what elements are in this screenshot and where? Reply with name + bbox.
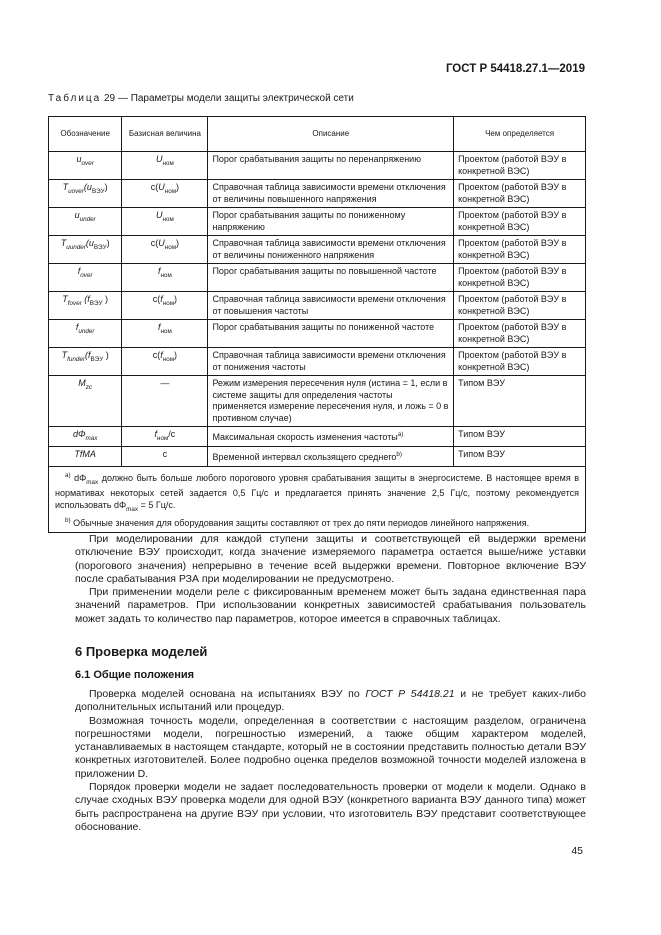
table-row <box>49 264 586 292</box>
cell-base <box>122 152 208 180</box>
table-row <box>49 292 586 320</box>
source-text: Проектом (работой ВЭУ в конкретной ВЭС) <box>458 266 567 288</box>
source-text: Проектом (работой ВЭУ в конкретной ВЭС) <box>458 322 567 344</box>
footnote-subscript: max <box>126 505 139 513</box>
symbol-subscript: over <box>81 159 94 167</box>
footnote-b <box>55 515 579 530</box>
symbol-argument: (u <box>85 238 94 248</box>
description-text: Справочная таблица зависимости времени отключения от величины повышенного напряжения <box>212 182 446 204</box>
symbol-argument: (f <box>81 294 90 304</box>
base-suffix: ) <box>176 238 180 248</box>
header-description: Описание <box>208 117 454 152</box>
description-text: Максимальная скорость изменения частоты <box>212 432 398 442</box>
symbol-argument-subscript: ВЭУ <box>90 355 104 363</box>
description-text: Порог срабатывания защиты по пониженному напряжению <box>212 210 406 232</box>
source-text: Типом ВЭУ <box>458 429 506 439</box>
source-text: Проектом (работой ВЭУ в конкретной ВЭС) <box>458 154 567 176</box>
header-source: Чем определяется <box>454 117 586 152</box>
cell-base <box>122 264 208 292</box>
cell-base <box>122 320 208 348</box>
cell-base <box>122 427 208 447</box>
base-suffix: /c <box>168 429 176 439</box>
table-row <box>49 427 586 447</box>
paragraph: При моделировании для каждой ступени защиты и соответствующей ей выдержки времени отключение ВЭУ происходит, когда значение измеряемого параметра остается выше/ниже уставки (порогового значения) непрерывно в течение всей выдержки времени. Повторное включение ВЭУ после срабатывания РЗА при моделировании не предусмотрено. <box>75 533 586 585</box>
base-text: U <box>155 154 163 164</box>
cell-source <box>454 264 586 292</box>
cell-base <box>122 236 208 264</box>
table-caption-label: Таблица <box>48 93 102 104</box>
table-row <box>49 376 586 427</box>
table-row <box>49 320 586 348</box>
cell-source <box>454 208 586 236</box>
base-prefix: c( <box>150 238 159 248</box>
base-text: — <box>160 378 170 388</box>
symbol-text: u <box>76 154 82 164</box>
base-prefix: c( <box>152 294 161 304</box>
table-row <box>49 236 586 264</box>
cell-source <box>454 376 586 427</box>
symbol-subscript: uover <box>68 187 84 195</box>
cell-description <box>208 447 454 467</box>
table-row <box>49 348 586 376</box>
body-text-block-2 <box>75 688 586 834</box>
base-text: U <box>158 238 165 248</box>
base-subscript: ном <box>160 327 172 335</box>
footnote-mark: a) <box>65 471 71 479</box>
symbol-argument-subscript: ВЭУ <box>91 187 105 195</box>
table-row <box>49 152 586 180</box>
table-caption-number: 29 — <box>104 93 128 104</box>
table-footnotes <box>49 466 586 533</box>
symbol-argument-subscript: ВЭУ <box>89 299 103 307</box>
base-text: f <box>160 294 163 304</box>
cell-symbol <box>49 236 122 264</box>
symbol-argument-end: ) <box>102 294 109 304</box>
footnote-text: = 5 Гц/с. <box>138 499 176 510</box>
cell-description <box>208 427 454 447</box>
cell-description <box>208 152 454 180</box>
cell-symbol <box>49 180 122 208</box>
cell-description <box>208 348 454 376</box>
source-text: Проектом (работой ВЭУ в конкретной ВЭС) <box>458 350 567 372</box>
paragraph: Порядок проверки модели не задает последовательность проверки от модели к модели. Однако в случае сходных ВЭУ проверка модели для одной ВЭУ (конкретного варианта ВЭУ данного типа) может быть распространена на другие ВЭУ при условии, что изготовитель ВЭУ представит соответствующее обоснование. <box>75 781 586 833</box>
standard-reference: ГОСТ Р 54418.21 <box>365 688 455 700</box>
footnote-a <box>55 470 579 515</box>
symbol-text: M <box>78 378 86 388</box>
table-footnotes-row <box>49 466 586 533</box>
symbol-argument-subscript: ВЭУ <box>93 243 107 251</box>
paragraph <box>75 688 586 715</box>
symbol-text: f <box>77 266 81 276</box>
cell-base <box>122 208 208 236</box>
section-heading: 6 Проверка моделей <box>75 644 208 659</box>
base-subscript: ном <box>162 215 174 223</box>
cell-symbol <box>49 152 122 180</box>
cell-symbol <box>49 427 122 447</box>
symbol-argument-end: ) <box>103 350 109 360</box>
cell-symbol <box>49 264 122 292</box>
cell-description <box>208 236 454 264</box>
table-row <box>49 180 586 208</box>
base-subscript: ном <box>156 434 169 442</box>
cell-description <box>208 320 454 348</box>
base-prefix: c( <box>150 182 159 192</box>
base-subscript: ном <box>162 355 175 363</box>
footnote-mark: b) <box>396 451 403 459</box>
description-text: Справочная таблица зависимости времени отключения от величины пониженного напряжения <box>212 238 446 260</box>
base-text: f <box>160 350 163 360</box>
base-subscript: ном <box>162 159 174 167</box>
base-subscript: ном <box>162 299 175 307</box>
cell-symbol <box>49 292 122 320</box>
symbol-subscript: fover <box>67 299 82 307</box>
page-number: 45 <box>571 845 583 857</box>
cell-symbol <box>49 208 122 236</box>
symbol-argument-end: ) <box>106 238 110 248</box>
cell-base <box>122 447 208 467</box>
footnote-mark: b) <box>65 516 71 524</box>
base-suffix: ) <box>174 350 178 360</box>
cell-description <box>208 180 454 208</box>
base-text: c <box>162 449 168 460</box>
base-subscript: ном <box>164 187 177 195</box>
document-header: ГОСТ Р 54418.27.1—2019 <box>445 63 585 75</box>
parameters-table <box>48 116 586 533</box>
symbol-subscript: zc <box>85 383 93 391</box>
table-caption <box>48 93 354 104</box>
paragraph: Возможная точность модели, определенная в соответствии с настоящим разделом, ограничена погрешностями модели, погрешностью измерений, а также общим характером моделей, устанавливаемых в настоящем стандарте, который не в состоянии представить полностью детали ВЭУ конкретных изготовителей. Более подробно оценка пределов возможной точности моделей изложена в приложении D. <box>75 714 586 780</box>
cell-source <box>454 236 586 264</box>
description-text: Режим измерения пересечения нуля (истина = 1, если в системе защиты для определения частоты применяется измерение пересечения нуля, и ложь = 0 в противном случае) <box>212 378 449 423</box>
source-text: Типом ВЭУ <box>458 449 506 460</box>
symbol-text: f <box>75 322 79 332</box>
cell-symbol <box>49 348 122 376</box>
symbol-argument: (f <box>84 350 91 360</box>
cell-description <box>208 264 454 292</box>
subsection-heading: 6.1 Общие положения <box>75 669 195 681</box>
base-text: U <box>158 182 165 192</box>
symbol-argument: (u <box>83 182 92 192</box>
symbol-text: T <box>61 350 68 360</box>
symbol-subscript: funder <box>67 355 85 363</box>
footnote-subscript: max <box>86 478 99 486</box>
cell-source <box>454 152 586 180</box>
description-text: Порог срабатывания защиты по повышенной частоте <box>212 266 437 276</box>
cell-source <box>454 292 586 320</box>
base-text: f <box>154 429 157 439</box>
cell-source <box>454 447 586 467</box>
symbol-subscript: over <box>80 271 93 279</box>
symbol-subscript: max <box>85 434 98 442</box>
symbol-text: T <box>60 238 67 248</box>
description-text: Порог срабатывания защиты по пониженной частоте <box>212 322 435 332</box>
symbol-text: T <box>62 182 69 192</box>
source-text: Проектом (работой ВЭУ в конкретной ВЭС) <box>458 210 567 232</box>
cell-source <box>454 180 586 208</box>
symbol-argument-end: ) <box>104 182 108 192</box>
cell-base <box>122 292 208 320</box>
cell-source <box>454 348 586 376</box>
base-text: U <box>155 210 163 220</box>
header-base: Базисная величина <box>122 117 208 152</box>
cell-symbol <box>49 320 122 348</box>
body-text-block-1 <box>75 533 586 626</box>
cell-description <box>208 208 454 236</box>
description-text: Справочная таблица зависимости времени отключения от повышения частоты <box>212 294 446 316</box>
text-span: и не требует каких-либо дополнительных испытаний или процедур. <box>75 688 586 714</box>
symbol-subscript: uunder <box>66 243 86 251</box>
cell-symbol <box>49 447 122 467</box>
base-suffix: ) <box>174 294 178 304</box>
footnote-text: должно быть больше любого порогового уровня срабатывания защиты в энергосистеме. В настоящее время в нормативах некоторых сетей задается 0,5 Гц/с и предлагается принять значение 2,5 Гц/с, поэтому рекомендуется использовать dΦ <box>55 472 580 510</box>
symbol-subscript: under <box>79 215 96 223</box>
description-text: Порог срабатывания защиты по перенапряжению <box>212 154 421 164</box>
cell-source <box>454 427 586 447</box>
base-subscript: ном <box>164 243 177 251</box>
cell-base <box>122 348 208 376</box>
source-text: Проектом (работой ВЭУ в конкретной ВЭС) <box>458 238 567 260</box>
footnote-mark: a) <box>397 431 404 438</box>
source-text: Проектом (работой ВЭУ в конкретной ВЭС) <box>458 182 567 204</box>
symbol-text: dΦ <box>72 429 86 439</box>
symbol-text: TfMA <box>74 449 96 460</box>
cell-base <box>122 376 208 427</box>
table-row <box>49 208 586 236</box>
header-symbol: Обозначение <box>49 117 122 152</box>
symbol-text: u <box>74 210 80 220</box>
cell-symbol <box>49 376 122 427</box>
base-suffix: ) <box>176 182 180 192</box>
table-header-row <box>49 117 586 152</box>
description-text: Справочная таблица зависимости времени отключения от понижения частоты <box>212 350 446 372</box>
description-text: Временной интервал скользящего среднего <box>212 452 397 463</box>
table-caption-title: Параметры модели защиты электрической сети <box>130 93 354 104</box>
text-span: Проверка моделей основана на испытаниях ВЭУ по <box>89 688 366 700</box>
base-subscript: ном <box>160 271 172 279</box>
symbol-text: T <box>62 294 68 304</box>
base-prefix: c( <box>152 350 161 360</box>
table-row <box>49 447 586 467</box>
base-text: f <box>157 322 161 332</box>
source-text: Проектом (работой ВЭУ в конкретной ВЭС) <box>458 294 567 316</box>
footnote-text: dΦ <box>70 472 87 483</box>
cell-description <box>208 376 454 427</box>
paragraph: При применении модели реле с фиксированным временем может быть задана единственная пара значений параметров. При использовании конкретных зависимостей срабатывания пользователь может задать то количество пар параметров, которое имеется в справочных таблицах. <box>75 586 586 625</box>
source-text: Типом ВЭУ <box>458 378 506 388</box>
symbol-subscript: under <box>78 327 95 335</box>
cell-description <box>208 292 454 320</box>
base-text: f <box>157 266 161 276</box>
cell-source <box>454 320 586 348</box>
footnote-text: Обычные значения для оборудования защиты составляют от трех до пяти периодов линейного напряжения. <box>70 517 530 528</box>
cell-base <box>122 180 208 208</box>
